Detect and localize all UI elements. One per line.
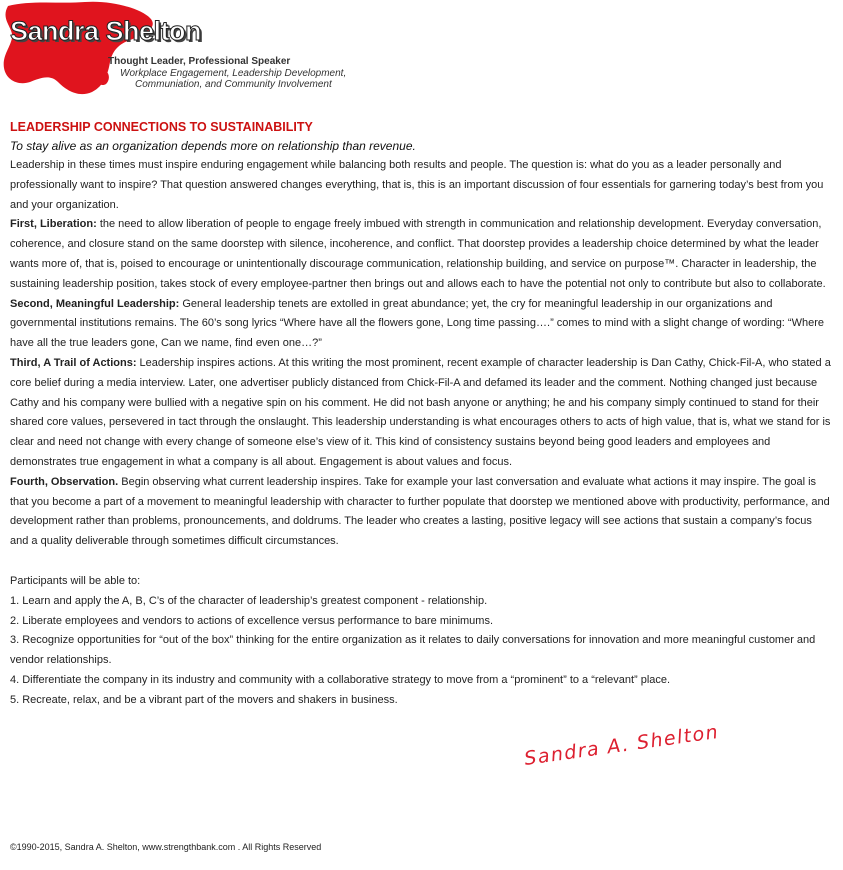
- copyright-footer: ©1990-2015, Sandra A. Shelton, www.strengthbank.com . All Rights Reserved: [10, 842, 322, 852]
- section-heading: First, Liberation:: [10, 218, 97, 231]
- outcome-item: 1. Learn and apply the A, B, C’s of the character of leadership’s greatest component - relationship.: [10, 594, 488, 607]
- section-observation: [10, 473, 833, 552]
- section-text: the need to allow liberation of people to engage freely imbued with strength in communication and relationship development. Everyday conversation, coherence, and closure stand on the same doorstep with silence, incoherence, and conflict. That doorstep provides a leadership choice determined by what the leader wants more of, that is, poised to encourage or unintentionally discourage communication, relationship building, and service on purpose™. Character in leadership, the sustaining leadership position, takes stock of every employee-partner then brings out and allows each to have the potential not only to contribute but also to collaborate.: [10, 218, 826, 290]
- intro-paragraph: Leadership in these times must inspire enduring engagement while balancing both results and people. The question is: what do you as a leader personally and professionally want to inspire? That question answered changes everything, that is, this is an important discussion of four essentials for garnering today’s best from you and your organization.: [10, 159, 824, 211]
- article-subtitle: To stay alive as an organization depends more on relationship than revenue.: [10, 139, 416, 153]
- tagline-title: Thought Leader, Professional Speaker: [108, 56, 291, 67]
- outcome-item: 5. Recreate, relax, and be a vibrant part of the movers and shakers in business.: [10, 693, 398, 706]
- section-heading: Third, A Trail of Actions:: [10, 356, 137, 369]
- section-heading: Second, Meaningful Leadership:: [10, 297, 180, 310]
- section-text: General leadership tenets are extolled in great abundance; yet, the cry for meaningful leadership in our organizations and governmental institutions remains. The 60’s song lyrics “Where have all the flowers gone, Long time passing….” comes to mind with a slight change of wording: “Where have all the true leaders gone, Can we name, find even one…?”: [10, 297, 824, 350]
- article: [10, 118, 833, 711]
- tagline-services: Workplace Engagement, Leadership Development,: [120, 68, 347, 79]
- logo-name: Sandra Shelton: [10, 16, 202, 46]
- section-liberation: [10, 215, 833, 294]
- section-meaningful-leadership: [10, 295, 833, 354]
- spacer: [10, 552, 833, 572]
- section-text: Leadership inspires actions. At this writing the most prominent, recent example of character leadership is Dan Cathy, Chick-Fil-A, who stated a core belief during a media interview. Later, one advertiser publicly distanced from Chick-Fil-A and defamed its leader and the comment. Nothing changed just because Cathy and his company were bullied with a negative spin on his comment. He did not bash anyone or anything; he and his company simply continued to stand for their shared core values, persevered in tact through the onslaught. This leadership understanding is what encourages others to acts of high value, that is, what we stand for is clear and need not change with every change of someone else’s view of it. This kind of consistency sustains beyond being good leaders and employees and demonstrates true engagement in what a company is all about. Engagement is about values and focus.: [10, 356, 831, 468]
- participants-intro: Participants will be able to:: [10, 574, 141, 587]
- outcome-item: 2. Liberate employees and vendors to actions of excellence versus performance to bare minimums.: [10, 614, 494, 627]
- section-trail-of-actions: [10, 354, 833, 473]
- signature: Sandra A. Shelton: [522, 720, 721, 770]
- section-heading: Fourth, Observation.: [10, 475, 119, 488]
- section-text: Begin observing what current leadership inspires. Take for example your last conversation and evaluate what actions it may inspire. The goal is that you become a part of a movement to meaningful leadership with character to further populate that doorstep we mentioned above with productivity, performance, and development rather than problems, pronouncements, and doldrums. The leader who creates a lasting, positive legacy will see actions that sustain a company’s focus and a quality deliverable through sometimes difficult circumstances.: [10, 475, 830, 548]
- article-title: LEADERSHIP CONNECTIONS TO SUSTAINABILITY: [10, 120, 313, 134]
- tagline-services-cont: Communiation, and Community Involvement: [135, 79, 332, 90]
- outcome-item: 3. Recognize opportunities for “out of the box” thinking for the entire organization as it relates to daily conversations for innovation and more meaningful customer and vendor relationships.: [10, 634, 816, 667]
- header: [0, 0, 843, 110]
- outcome-item: 4. Differentiate the company in its industry and community with a collaborative strategy to move from a “prominent” to a “relevant” place.: [10, 673, 671, 686]
